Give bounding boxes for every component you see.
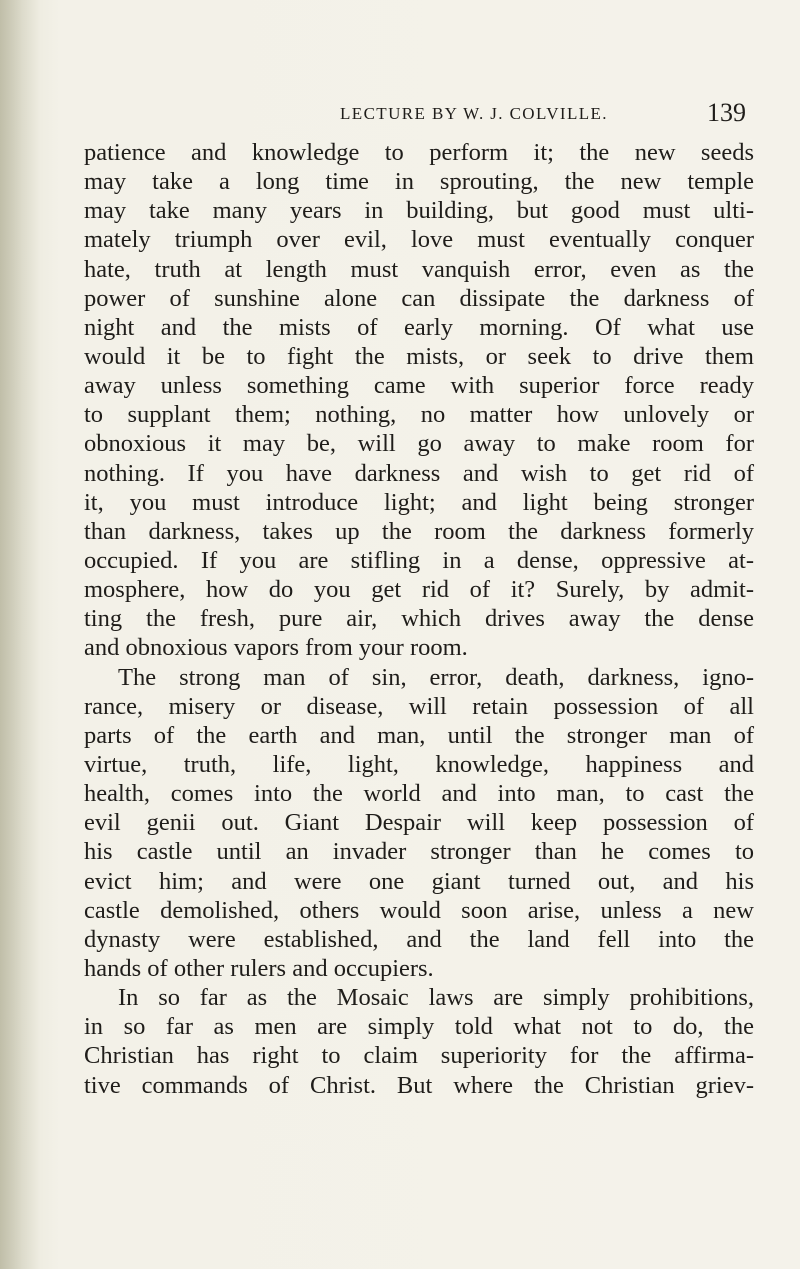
spine-shadow	[0, 0, 40, 1269]
text-line: evict him; and were one giant turned out, and his	[84, 867, 754, 895]
text-line: occupied. If you are stifling in a dense, oppressive at-	[84, 546, 754, 574]
text-line: virtue, truth, life, light, knowledge, happiness and	[84, 750, 754, 778]
text-line: mately triumph over evil, love must eventually conquer	[84, 226, 754, 254]
text-line: rance, misery or disease, will retain possession of all	[84, 692, 754, 720]
text-line: to supplant them; nothing, no matter how unlovely or	[84, 401, 754, 429]
text-line: Christian has right to claim superiority for the affirma-	[84, 1042, 754, 1070]
text-line: power of sunshine alone can dissipate the darkness of	[84, 284, 754, 312]
body-text	[84, 138, 754, 1100]
paragraph-end-line: and obnoxious vapors from your room.	[84, 634, 468, 662]
text-line: mosphere, how do you get rid of it? Surely, by admit-	[84, 576, 754, 604]
text-line: health, comes into the world and into man, to cast the	[84, 780, 754, 808]
text-line: parts of the earth and man, until the stronger man of	[84, 721, 754, 749]
text-line: would it be to fight the mists, or seek to drive them	[84, 342, 754, 370]
text-line: his castle until an invader stronger than he comes to	[84, 838, 754, 866]
text-line: hate, truth at length must vanquish error, even as the	[84, 255, 754, 283]
text-line: may take many years in building, but good must ulti-	[84, 197, 754, 225]
text-line: obnoxious it may be, will go away to make room for	[84, 430, 754, 458]
running-title: LECTURE BY W. J. COLVILLE.	[340, 104, 608, 123]
text-line: it, you must introduce light; and light being stronger	[84, 488, 754, 516]
text-line: than darkness, takes up the room the darkness formerly	[84, 517, 754, 545]
text-line: castle demolished, others would soon arise, unless a new	[84, 896, 754, 924]
paragraph-end-line: hands of other rulers and occupiers.	[84, 954, 434, 982]
page-number: 139	[707, 98, 746, 127]
text-line: evil genii out. Giant Despair will keep possession of	[84, 809, 754, 837]
text-line: tive commands of Christ. But where the Christian griev-	[84, 1071, 754, 1099]
text-line: ting the fresh, pure air, which drives away the dense	[84, 605, 754, 633]
text-line: away unless something came with superior force ready	[84, 372, 754, 400]
text-line: dynasty were established, and the land fell into the	[84, 925, 754, 953]
paragraph-start-line: The strong man of sin, error, death, darkness, igno-	[118, 663, 754, 691]
text-line: night and the mists of early morning. Of what use	[84, 313, 754, 341]
text-line: patience and knowledge to perform it; the new seeds	[84, 139, 754, 166]
running-head	[84, 98, 746, 130]
text-line: may take a long time in sprouting, the new temple	[84, 168, 754, 196]
paragraph-start-line: In so far as the Mosaic laws are simply prohibitions,	[118, 984, 754, 1012]
text-line: nothing. If you have darkness and wish to get rid of	[84, 459, 754, 487]
text-line: in so far as men are simply told what not to do, the	[84, 1013, 754, 1041]
